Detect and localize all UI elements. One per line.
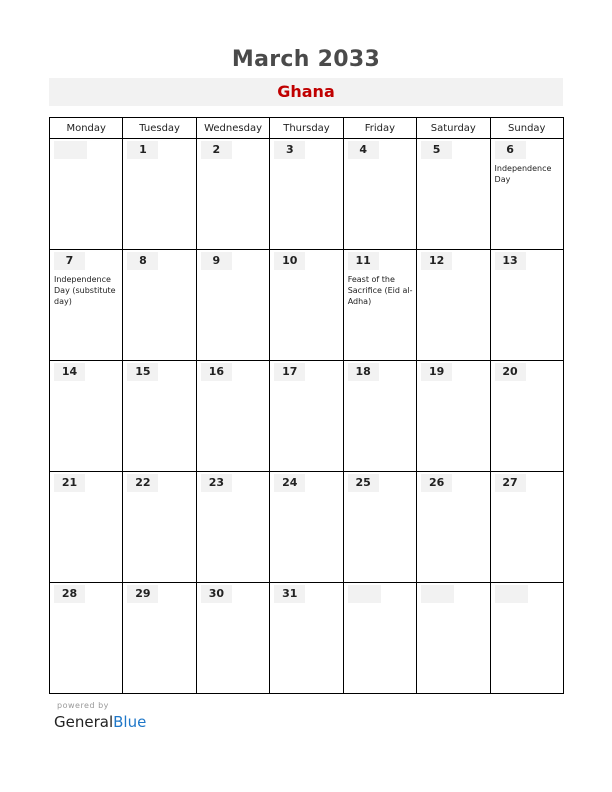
day-cell bbox=[490, 583, 563, 694]
day-cell bbox=[50, 472, 123, 583]
day-cell bbox=[270, 583, 343, 694]
day-cell bbox=[196, 139, 269, 250]
weekday-header: Wednesday bbox=[196, 118, 269, 139]
day-number: 11 bbox=[348, 252, 379, 270]
brand-general-text: General bbox=[54, 713, 114, 731]
day-cell bbox=[196, 361, 269, 472]
day-number: 23 bbox=[201, 474, 232, 492]
week-row bbox=[50, 250, 564, 361]
weekday-header: Monday bbox=[50, 118, 123, 139]
day-number: 5 bbox=[421, 141, 452, 159]
day-number: 20 bbox=[495, 363, 526, 381]
day-cell bbox=[343, 139, 416, 250]
day-number: 22 bbox=[127, 474, 158, 492]
day-cell bbox=[417, 139, 490, 250]
day-number: 30 bbox=[201, 585, 232, 603]
powered-by-label: powered by bbox=[57, 701, 109, 710]
day-cell bbox=[50, 583, 123, 694]
day-number: 24 bbox=[274, 474, 305, 492]
week-row bbox=[50, 139, 564, 250]
day-number: 31 bbox=[274, 585, 305, 603]
day-number: 2 bbox=[201, 141, 232, 159]
day-cell bbox=[123, 250, 196, 361]
day-number: 25 bbox=[348, 474, 379, 492]
day-number: 3 bbox=[274, 141, 305, 159]
day-number: 16 bbox=[201, 363, 232, 381]
day-cell bbox=[123, 472, 196, 583]
weekday-header: Tuesday bbox=[123, 118, 196, 139]
holiday-label: Independence Day bbox=[494, 164, 552, 184]
day-cell bbox=[343, 472, 416, 583]
day-number: 27 bbox=[495, 474, 526, 492]
day-number bbox=[54, 141, 87, 159]
weekday-header: Saturday bbox=[417, 118, 490, 139]
day-cell bbox=[343, 583, 416, 694]
day-number: 15 bbox=[127, 363, 158, 381]
day-cell bbox=[343, 361, 416, 472]
country-name: Ghana bbox=[277, 82, 335, 101]
generalblue-logo[interactable] bbox=[54, 713, 146, 731]
day-number: 6 bbox=[495, 141, 526, 159]
day-number: 8 bbox=[127, 252, 158, 270]
day-cell bbox=[490, 139, 563, 250]
calendar-grid bbox=[49, 117, 564, 694]
day-cell bbox=[50, 361, 123, 472]
day-cell bbox=[196, 583, 269, 694]
day-number: 19 bbox=[421, 363, 452, 381]
day-number: 17 bbox=[274, 363, 305, 381]
day-number: 10 bbox=[274, 252, 305, 270]
day-cell bbox=[270, 139, 343, 250]
holiday-label: Independence Day (substitute day) bbox=[54, 275, 116, 306]
day-number: 1 bbox=[127, 141, 158, 159]
country-banner bbox=[49, 78, 563, 106]
day-cell bbox=[417, 472, 490, 583]
day-cell bbox=[196, 472, 269, 583]
day-number: 18 bbox=[348, 363, 379, 381]
day-cell bbox=[417, 361, 490, 472]
weekday-header: Thursday bbox=[270, 118, 343, 139]
day-number: 29 bbox=[127, 585, 158, 603]
day-cell bbox=[270, 361, 343, 472]
day-cell bbox=[196, 250, 269, 361]
week-row bbox=[50, 472, 564, 583]
day-cell bbox=[50, 139, 123, 250]
brand-blue-text: Blue bbox=[113, 713, 147, 731]
day-number bbox=[495, 585, 528, 603]
day-cell bbox=[270, 472, 343, 583]
day-number: 7 bbox=[54, 252, 85, 270]
day-number: 4 bbox=[348, 141, 379, 159]
day-cell bbox=[123, 361, 196, 472]
day-cell bbox=[50, 250, 123, 361]
day-cell bbox=[417, 583, 490, 694]
day-cell bbox=[343, 250, 416, 361]
weekday-header: Friday bbox=[343, 118, 416, 139]
day-number: 9 bbox=[201, 252, 232, 270]
day-cell bbox=[270, 250, 343, 361]
day-number bbox=[348, 585, 381, 603]
day-number: 26 bbox=[421, 474, 452, 492]
day-cell bbox=[490, 250, 563, 361]
weekday-header-row bbox=[50, 118, 564, 139]
holiday-label: Feast of the Sacrifice (Eid al-Adha) bbox=[347, 275, 413, 306]
day-number: 28 bbox=[54, 585, 85, 603]
day-number: 12 bbox=[421, 252, 452, 270]
day-cell bbox=[490, 472, 563, 583]
weekday-header: Sunday bbox=[490, 118, 563, 139]
day-cell bbox=[490, 361, 563, 472]
day-number: 14 bbox=[54, 363, 85, 381]
week-row bbox=[50, 583, 564, 694]
day-cell bbox=[123, 139, 196, 250]
week-row bbox=[50, 361, 564, 472]
day-cell bbox=[123, 583, 196, 694]
day-number bbox=[421, 585, 454, 603]
calendar-title: March 2033 bbox=[231, 47, 381, 72]
day-number: 13 bbox=[495, 252, 526, 270]
day-cell bbox=[417, 250, 490, 361]
day-number: 21 bbox=[54, 474, 85, 492]
